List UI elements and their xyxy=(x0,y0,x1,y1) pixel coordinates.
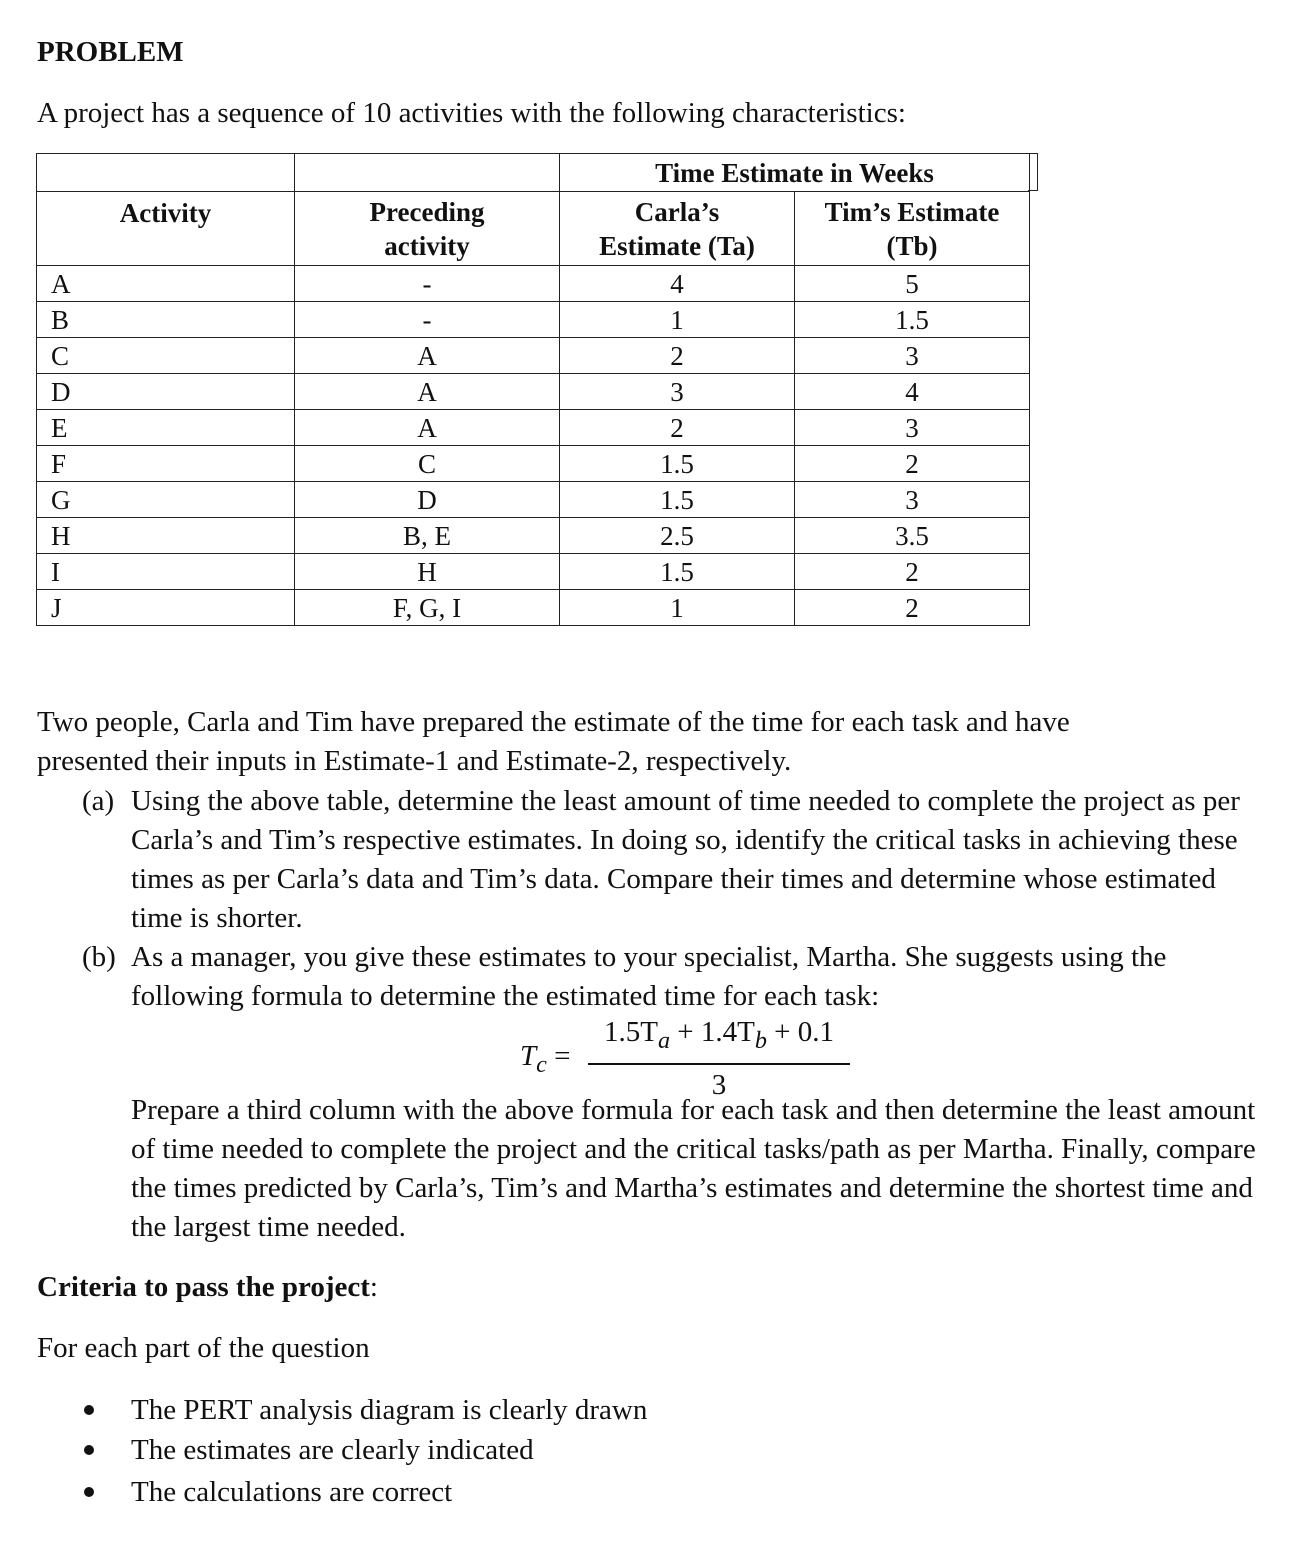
bullet-icon xyxy=(84,1445,94,1455)
tim-estimate-cell: 1.5 xyxy=(795,302,1030,338)
tim-estimate-cell: 3 xyxy=(795,410,1030,446)
formula-lhs-sub: c xyxy=(536,1050,547,1078)
preceding-cell: F, G, I xyxy=(295,590,560,626)
activity-cell: D xyxy=(37,374,295,410)
tim-estimate-cell: 5 xyxy=(795,266,1030,302)
carla-estimate-cell: 1 xyxy=(560,590,795,626)
problem-heading: PROBLEM xyxy=(37,36,184,68)
empty-header-cell xyxy=(295,154,560,192)
carla-estimate-cell: 1 xyxy=(560,302,795,338)
intro-paragraph-line1: Two people, Carla and Tim have prepared the estimate of the time for each task and have xyxy=(37,706,1070,738)
table-row xyxy=(37,374,1030,410)
table-row xyxy=(37,590,1030,626)
carla-estimate-cell: 3 xyxy=(560,374,795,410)
activity-cell: C xyxy=(37,338,295,374)
table-column-header-row xyxy=(37,192,1030,266)
tim-estimate-cell: 4 xyxy=(795,374,1030,410)
bullet-icon xyxy=(84,1405,94,1415)
activities-table xyxy=(36,153,1030,626)
list-item xyxy=(82,1474,452,1510)
carla-estimate-cell: 2 xyxy=(560,338,795,374)
list-item xyxy=(82,1432,534,1468)
criteria-heading xyxy=(37,1268,378,1306)
intro-text: A project has a sequence of 10 activities with the following characteristics: xyxy=(37,97,906,129)
criteria-colon: : xyxy=(369,1271,378,1303)
part-b-text: As a manager, you give these estimates to your specialist, Martha. She suggests using the following formula to determine the estimated time for each task: xyxy=(131,941,1167,1012)
bullet-text: The estimates are clearly indicated xyxy=(131,1434,534,1466)
part-b-label: (b) xyxy=(82,941,116,973)
bullet-icon xyxy=(84,1487,94,1497)
bullet-text: The PERT analysis diagram is clearly drawn xyxy=(131,1394,648,1426)
preceding-cell: D xyxy=(295,482,560,518)
preceding-header-line1: Preceding xyxy=(369,196,485,227)
preceding-cell: B, E xyxy=(295,518,560,554)
activity-cell: I xyxy=(37,554,295,590)
formula-equals: = xyxy=(546,1040,571,1072)
activity-cell: J xyxy=(37,590,295,626)
part-b xyxy=(82,938,1272,1016)
group-header-border-extension xyxy=(1028,153,1038,191)
table-row xyxy=(37,446,1030,482)
carla-estimate-cell: 2.5 xyxy=(560,518,795,554)
preceding-cell: - xyxy=(295,266,560,302)
part-a-text: Using the above table, determine the least amount of time needed to complete the project as per Carla’s and Tim’s respective estimates. In doing so, identify the critical tasks in achieving these times as per Carla’s data and Tim’s data. Compare their times and determine whose estimated time is shorter. xyxy=(131,785,1240,934)
table-row xyxy=(37,482,1030,518)
tim-estimate-cell: 3.5 xyxy=(795,518,1030,554)
part-a-label: (a) xyxy=(82,785,115,817)
preceding-cell: H xyxy=(295,554,560,590)
part-b-text2: Prepare a third column with the above formula for each task and then determine the least amount of time needed to complete the project and the critical tasks/path as per Martha. Finally, compare the times predicted by Carla’s, Tim’s and Martha’s estimates and determine the shortest time and the largest time needed. xyxy=(131,1094,1256,1243)
tim-estimate-cell: 2 xyxy=(795,446,1030,482)
carla-header-line2: Estimate (Ta) xyxy=(599,230,755,261)
formula-denominator: 3 xyxy=(711,1068,727,1101)
table-row xyxy=(37,338,1030,374)
tim-estimate-cell: 3 xyxy=(795,338,1030,374)
tim-column-header xyxy=(795,192,1030,266)
preceding-header-line2: activity xyxy=(384,230,470,261)
table-row xyxy=(37,266,1030,302)
preceding-column-header xyxy=(295,192,560,266)
formula-num-sub-a: a xyxy=(657,1026,671,1054)
tim-header-line2: (Tb) xyxy=(886,230,938,261)
preceding-cell: A xyxy=(295,410,560,446)
formula-num-term-a: 1.5T xyxy=(603,1016,658,1048)
formula-lhs xyxy=(520,1040,570,1079)
formula-num-term-b: + 1.4T xyxy=(670,1016,755,1048)
carla-estimate-cell: 1.5 xyxy=(560,554,795,590)
part-b-continued xyxy=(82,1091,1272,1247)
preceding-cell: A xyxy=(295,338,560,374)
activity-cell: B xyxy=(37,302,295,338)
bullet-text: The calculations are correct xyxy=(131,1476,453,1508)
formula-num-sub-b: b xyxy=(754,1026,767,1054)
preceding-cell: - xyxy=(295,302,560,338)
activity-column-header xyxy=(37,192,295,266)
activity-cell: H xyxy=(37,518,295,554)
carla-header-line1: Carla’s xyxy=(634,196,720,227)
table-row xyxy=(37,554,1030,590)
time-estimate-group-header: Time Estimate in Weeks xyxy=(560,154,1030,192)
intro-paragraph-line2: presented their inputs in Estimate-1 and Estimate-2, respectively. xyxy=(37,745,792,777)
tim-header-line1: Tim’s Estimate xyxy=(824,196,1000,227)
table-row xyxy=(37,410,1030,446)
activity-header-label: Activity xyxy=(119,198,212,228)
criteria-intro: For each part of the question xyxy=(37,1332,370,1364)
formula-lhs-var: T xyxy=(520,1040,537,1072)
table-row xyxy=(37,518,1030,554)
activity-cell: E xyxy=(37,410,295,446)
preceding-cell: A xyxy=(295,374,560,410)
preceding-cell: C xyxy=(295,446,560,482)
intro-paragraph xyxy=(37,703,1070,781)
criteria-title: Criteria to pass the project xyxy=(37,1271,370,1303)
carla-estimate-cell: 1.5 xyxy=(560,482,795,518)
activity-cell: A xyxy=(37,266,295,302)
part-a xyxy=(82,782,1272,938)
formula-num-term-c: + 0.1 xyxy=(766,1016,835,1048)
empty-header-cell xyxy=(37,154,295,192)
list-item xyxy=(82,1392,647,1428)
tim-estimate-cell: 2 xyxy=(795,590,1030,626)
carla-estimate-cell: 2 xyxy=(560,410,795,446)
tim-estimate-cell: 2 xyxy=(795,554,1030,590)
table-group-header-row xyxy=(37,154,1030,192)
carla-estimate-cell: 4 xyxy=(560,266,795,302)
carla-estimate-cell: 1.5 xyxy=(560,446,795,482)
activity-cell: F xyxy=(37,446,295,482)
table-row xyxy=(37,302,1030,338)
carla-column-header xyxy=(560,192,795,266)
activity-cell: G xyxy=(37,482,295,518)
tim-estimate-cell: 3 xyxy=(795,482,1030,518)
formula-numerator xyxy=(588,1012,850,1065)
